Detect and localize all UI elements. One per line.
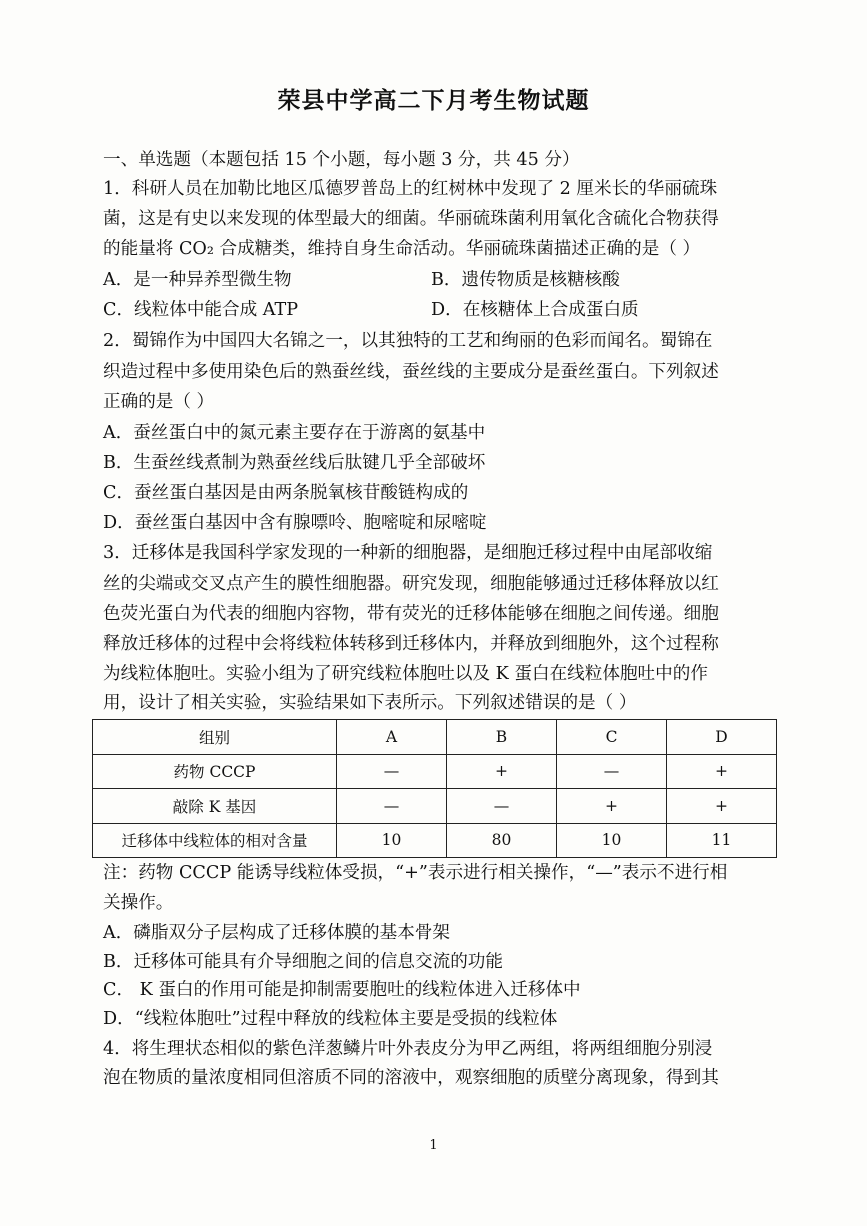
table-row — [93, 789, 777, 824]
q1-option-a: A．是一种异养型微生物 — [103, 270, 292, 290]
table-header-cell: C — [557, 720, 667, 755]
q3-note-line-2: 关操作。 — [103, 893, 174, 913]
q1-line-3: 的能量将 CO₂ 合成糖类，维持自身生命活动。华丽硫珠菌描述正确的是（ ） — [103, 239, 701, 259]
q1-line-1: 1．科研人员在加勒比地区瓜德罗普岛上的红树林中发现了 2 厘米长的华丽硫珠 — [103, 179, 718, 199]
table-cell: + — [667, 754, 777, 789]
table-cell: 敲除 K 基因 — [93, 789, 337, 824]
table-cell: — — [337, 754, 447, 789]
q1-option-c: C．线粒体中能合成 ATP — [103, 300, 299, 320]
table-header-cell: D — [667, 720, 777, 755]
section-header: 一、单选题（本题包括 15 个小题，每小题 3 分，共 45 分） — [103, 150, 580, 170]
table-cell: — — [447, 789, 557, 824]
q2-option-b: B．生蚕丝线煮制为熟蚕丝线后肽键几乎全部破坏 — [103, 453, 486, 473]
q3-option-d: D．“线粒体胞吐”过程中释放的线粒体主要是受损的线粒体 — [103, 1009, 558, 1029]
table-header-cell: B — [447, 720, 557, 755]
q3-option-b: B．迁移体可能具有介导细胞之间的信息交流的功能 — [103, 952, 503, 972]
table-cell: 80 — [447, 823, 557, 858]
q1-option-b: B．遗传物质是核糖核酸 — [431, 270, 620, 290]
q3-line-3: 色荧光蛋白为代表的细胞内容物，带有荧光的迁移体能够在细胞之间传递。细胞 — [103, 604, 719, 624]
q3-option-c: C． K 蛋白的作用可能是抑制需要胞吐的线粒体进入迁移体中 — [103, 980, 581, 1000]
table-cell: + — [557, 789, 667, 824]
q3-note-line-1: 注：药物 CCCP 能诱导线粒体受损，“+”表示进行相关操作，“—”表示不进行相 — [103, 863, 728, 883]
table-row — [93, 754, 777, 789]
q2-option-a: A．蚕丝蛋白中的氮元素主要存在于游离的氨基中 — [103, 423, 486, 443]
table-cell: 11 — [667, 823, 777, 858]
q3-line-5: 为线粒体胞吐。实验小组为了研究线粒体胞吐以及 K 蛋白在线粒体胞吐中的作 — [103, 664, 708, 684]
q3-option-a: A．磷脂双分子层构成了迁移体膜的基本骨架 — [103, 923, 450, 943]
table-header-cell: A — [337, 720, 447, 755]
q1-options-row-2 — [103, 295, 639, 325]
table-cell: + — [447, 754, 557, 789]
table-cell: — — [557, 754, 667, 789]
q4-line-2: 泡在物质的量浓度相同但溶质不同的溶液中，观察细胞的质壁分离现象，得到其 — [103, 1068, 719, 1088]
q2-option-d: D．蚕丝蛋白基因中含有腺嘌呤、胞嘧啶和尿嘧啶 — [103, 513, 487, 533]
table-header-row — [93, 720, 777, 755]
q1-options-row-1 — [103, 265, 620, 295]
page-number: 1 — [429, 1138, 438, 1153]
table-cell: — — [337, 789, 447, 824]
page-title: 荣县中学高二下月考生物试题 — [277, 88, 590, 114]
table-cell: 10 — [557, 823, 667, 858]
q2-line-2: 织造过程中多使用染色后的熟蚕丝线，蚕丝线的主要成分是蚕丝蛋白。下列叙述 — [103, 362, 719, 382]
table-header-cell: 组别 — [93, 720, 337, 755]
table-cell: 10 — [337, 823, 447, 858]
q3-line-4: 释放迁移体的过程中会将线粒体转移到迁移体内，并释放到细胞外，这个过程称 — [103, 634, 719, 654]
q1-option-d: D．在核糖体上合成蛋白质 — [431, 300, 639, 320]
q2-line-3: 正确的是（ ） — [103, 392, 215, 412]
experiment-table — [92, 719, 777, 858]
q3-line-1: 3．迁移体是我国科学家发现的一种新的细胞器，是细胞迁移过程中由尾部收缩 — [103, 543, 713, 563]
q2-line-1: 2．蜀锦作为中国四大名锦之一，以其独特的工艺和绚丽的色彩而闻名。蜀锦在 — [103, 331, 713, 351]
q2-option-c: C．蚕丝蛋白基因是由两条脱氧核苷酸链构成的 — [103, 483, 469, 503]
table-cell: 迁移体中线粒体的相对含量 — [93, 823, 337, 858]
q3-line-2: 丝的尖端或交叉点产生的膜性细胞器。研究发现，细胞能够通过迁移体释放以红 — [103, 574, 719, 594]
q4-line-1: 4．将生理状态相似的紫色洋葱鳞片叶外表皮分为甲乙两组，将两组细胞分别浸 — [103, 1039, 713, 1059]
table-cell: + — [667, 789, 777, 824]
table-cell: 药物 CCCP — [93, 754, 337, 789]
q3-line-6: 用，设计了相关实验，实验结果如下表所示。下列叙述错误的是（ ） — [103, 693, 637, 713]
q1-line-2: 菌，这是有史以来发现的体型最大的细菌。华丽硫珠菌利用氧化含硫化合物获得 — [103, 209, 719, 229]
table-row — [93, 823, 777, 858]
